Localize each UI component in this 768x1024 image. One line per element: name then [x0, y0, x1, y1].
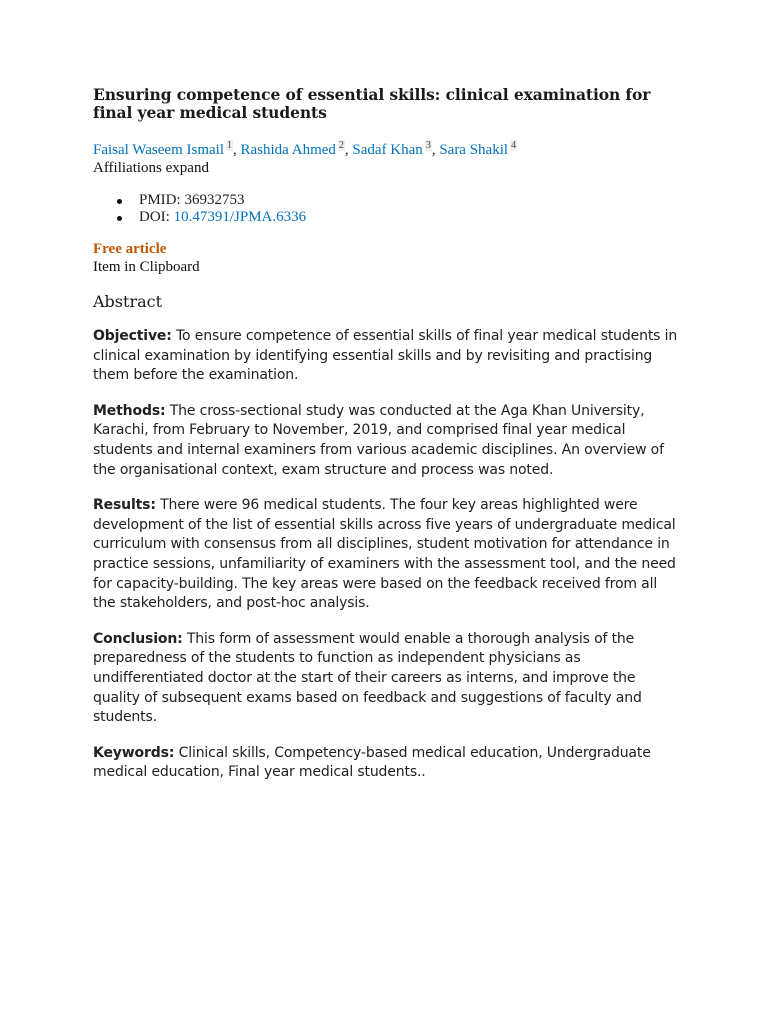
- article-title: Ensuring competence of essential skills: clinical examination for final year medical students: [93, 85, 651, 122]
- abstract-keywords: [93, 744, 678, 783]
- affiliations-expand-toggle[interactable]: Affiliations expand: [93, 160, 209, 176]
- methods-text: The cross-sectional study was conducted at the Aga Khan University, Karachi, from February to November, 2019, and comprised final year medical students and internal examiners from various academic disciplines. An overview of the organisational context, exam structure and process was noted.: [93, 402, 664, 478]
- abstract-heading: Abstract: [93, 292, 163, 311]
- objective-label: Objective:: [93, 328, 172, 344]
- identifier-list: [93, 192, 678, 226]
- pmid-value: 36932753: [184, 192, 245, 208]
- keywords-label: Keywords:: [93, 744, 175, 761]
- doi-link[interactable]: 10.47391/JPMA.6336: [173, 209, 307, 225]
- abstract-methods: [93, 402, 678, 480]
- affiliation-number-2[interactable]: 2: [338, 140, 344, 151]
- results-text: There were 96 medical students. The four key areas highlighted were development of the list of essential skills across five years of undergraduate medical curriculum with consensus from all disciplines, student motivation for attendance in practice sessions, unfamiliarity of examiners with the assessment tool, and the need for capacity-building. The key areas were based on the feedback received from all the stakeholders, and post-hoc analysis.: [93, 497, 676, 612]
- clipboard-status: Item in Clipboard: [93, 259, 200, 275]
- keywords-text: Clinical skills, Competency-based medical education, Undergraduate medical education, Final year medical students..: [93, 744, 651, 781]
- author-link-4[interactable]: Sara Shakil: [439, 142, 509, 158]
- author-link-2[interactable]: Rashida Ahmed: [240, 142, 336, 158]
- affiliation-number-1[interactable]: 1: [227, 140, 232, 151]
- author-separator: ,: [431, 142, 440, 158]
- abstract-objective: [93, 327, 678, 386]
- abstract-conclusion: [93, 630, 678, 728]
- pmid-colon: :: [176, 192, 185, 208]
- author-link-1[interactable]: Faisal Waseem Ismail: [93, 142, 224, 158]
- conclusion-label: Conclusion:: [93, 630, 183, 647]
- affiliation-number-3[interactable]: 3: [425, 140, 431, 151]
- author-separator: ,: [344, 142, 353, 158]
- affiliation-number-4[interactable]: 4: [511, 140, 517, 151]
- free-article-badge: Free article: [93, 241, 167, 257]
- doi-colon: :: [165, 209, 174, 225]
- article-page: [93, 86, 678, 799]
- doi-item: [93, 209, 678, 226]
- author-separator: ,: [233, 142, 241, 158]
- abstract-results: [93, 496, 678, 614]
- pmid-label: PMID: [139, 192, 177, 208]
- pmid-item: [93, 192, 678, 209]
- results-label: Results:: [93, 497, 156, 514]
- author-link-3[interactable]: Sadaf Khan: [352, 142, 423, 158]
- doi-label: DOI: [139, 209, 166, 225]
- author-list: [93, 141, 678, 159]
- conclusion-text: This form of assessment would enable a thorough analysis of the preparedness of the students to function as independent physicians as undifferentiated doctor at the start of their careers as interns, and improve the quality of subsequent exams based on feedback and suggestions of faculty and students.: [93, 630, 642, 726]
- methods-label: Methods:: [93, 402, 166, 419]
- objective-text: To ensure competence of essential skills of final year medical students in clinical examination by identifying essential skills and by revisiting and practising them before the examination.: [93, 328, 678, 384]
